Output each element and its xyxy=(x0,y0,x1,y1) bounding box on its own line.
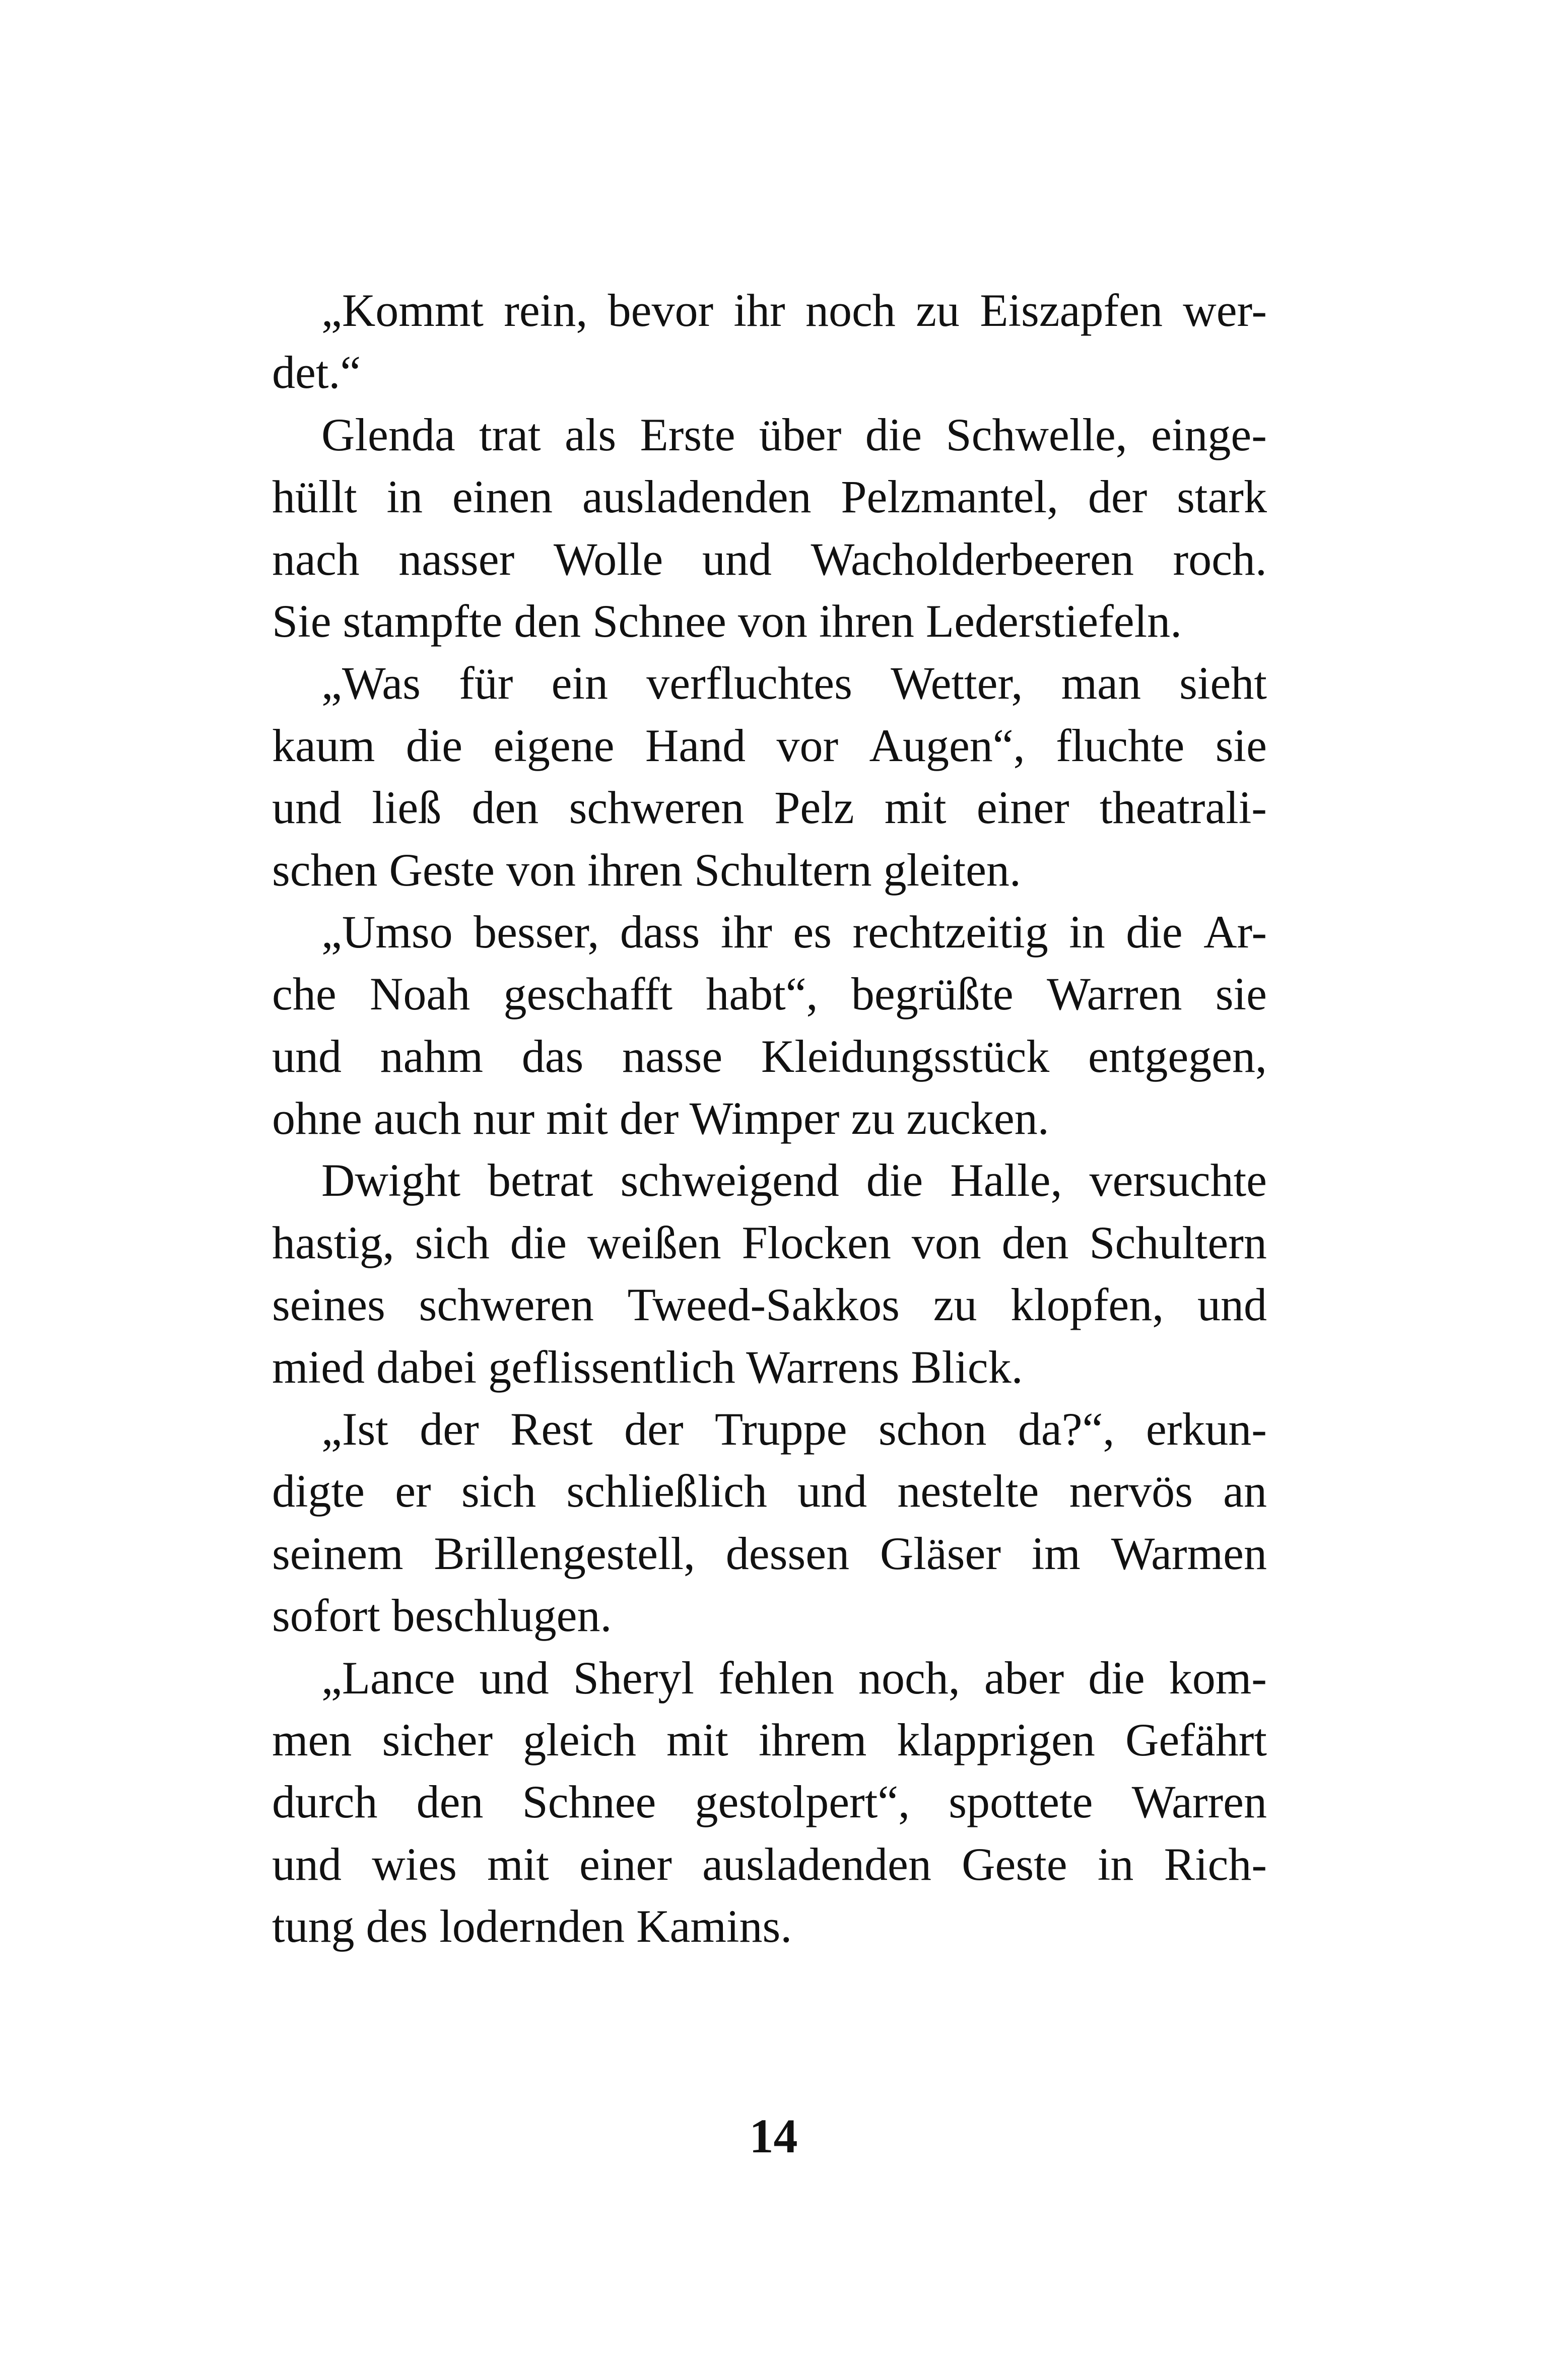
page-number: 14 xyxy=(749,2109,798,2163)
text-line: sofort beschlugen. xyxy=(272,1590,612,1642)
text-line: kaum die eigene Hand vor Augen“, fluchte sie xyxy=(272,719,1267,771)
text-line: ohne auch nur mit der Wimper zu zucken. xyxy=(272,1093,1049,1144)
text-line: „Was für ein verfluchtes Wetter, man sieht xyxy=(321,657,1267,709)
text-line: und ließ den schweren Pelz mit einer theatrali- xyxy=(272,782,1267,834)
text-line: „Umso besser, dass ihr es rechtzeitig in die Ar- xyxy=(321,906,1267,958)
text-line: men sicher gleich mit ihrem klapprigen Gefährt xyxy=(272,1714,1267,1765)
body-text xyxy=(272,280,1267,1958)
text-line: tung des lodernden Kamins. xyxy=(272,1900,792,1952)
text-line: mied dabei geflissentlich Warrens Blick. xyxy=(272,1341,1023,1393)
text-line: schen Geste von ihren Schultern gleiten. xyxy=(272,844,1021,896)
text-line: durch den Schnee gestolpert“, spottete Warren xyxy=(272,1776,1267,1828)
text-line: digte er sich schließlich und nestelte nervös an xyxy=(272,1465,1267,1517)
text-line: che Noah geschafft habt“, begrüßte Warren sie xyxy=(272,968,1267,1020)
text-line: „Kommt rein, bevor ihr noch zu Eiszapfen wer- xyxy=(321,285,1267,336)
text-line: seinem Brillengestell, dessen Gläser im Warmen xyxy=(272,1527,1267,1579)
text-line: det.“ xyxy=(272,347,361,398)
text-line: hüllt in einen ausladenden Pelzmantel, der stark xyxy=(272,471,1267,523)
text-line: nach nasser Wolle und Wacholderbeeren roch. xyxy=(272,533,1267,585)
text-line: Dwight betrat schweigend die Halle, versuchte xyxy=(321,1154,1267,1206)
text-line: Sie stampfte den Schnee von ihren Lederstiefeln. xyxy=(272,595,1182,647)
text-line: seines schweren Tweed-Sakkos zu klopfen, und xyxy=(272,1279,1267,1331)
text-line: „Lance und Sheryl fehlen noch, aber die kom- xyxy=(321,1652,1267,1704)
text-line: „Ist der Rest der Truppe schon da?“, erkun- xyxy=(321,1403,1267,1455)
text-line: Glenda trat als Erste über die Schwelle, einge- xyxy=(321,409,1267,460)
text-line: und wies mit einer ausladenden Geste in Rich- xyxy=(272,1838,1267,1890)
text-line: hastig, sich die weißen Flocken von den Schultern xyxy=(272,1216,1267,1268)
text-line: und nahm das nasse Kleidungsstück entgegen, xyxy=(272,1030,1267,1082)
